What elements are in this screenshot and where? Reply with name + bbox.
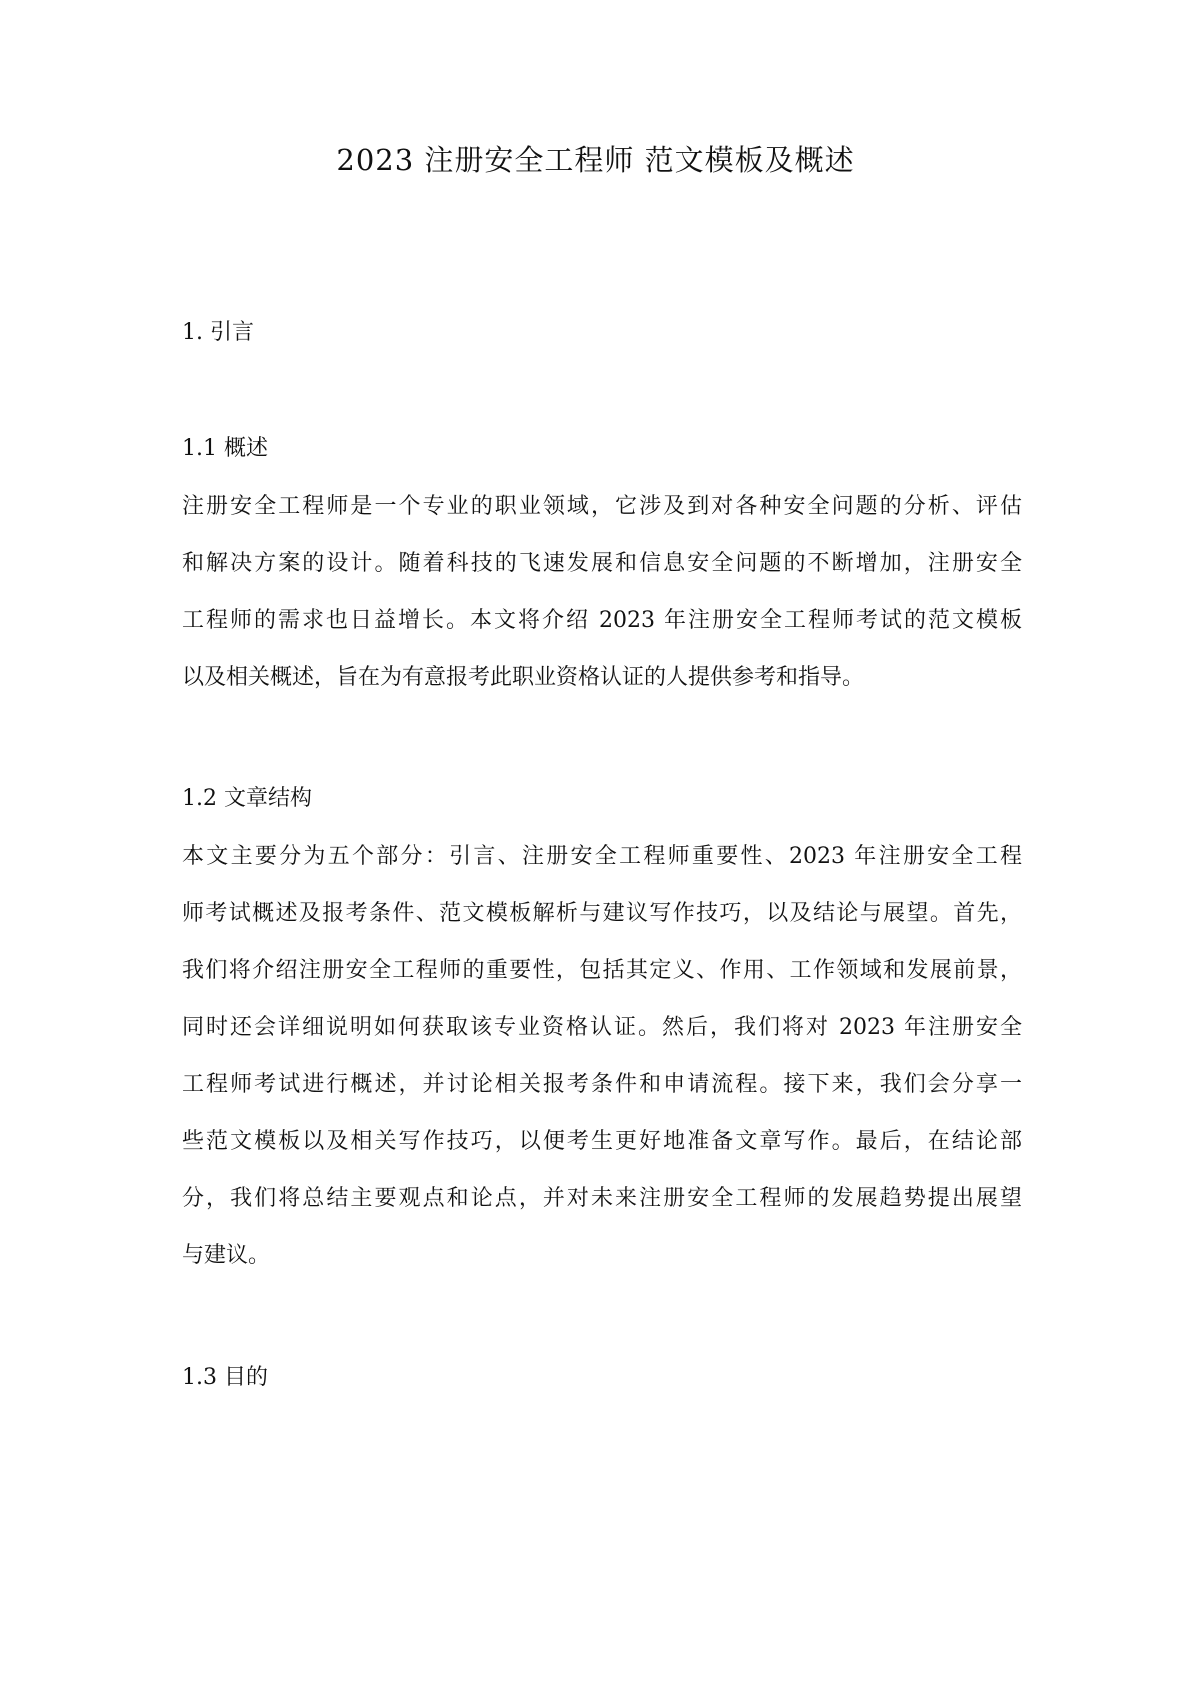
paragraph-line: 师考试概述及报考条件、范文模板解析与建议写作技巧，以及结论与展望。首先， — [182, 901, 1022, 926]
paragraph-line: 注册安全工程师是一个专业的职业领域，它涉及到对各种安全问题的分析、评估 — [182, 494, 1022, 519]
paragraph-line: 和解决方案的设计。随着科技的飞速发展和信息安全问题的不断增加，注册安全 — [182, 551, 1022, 576]
heading-overview: 1.1 概述 — [182, 436, 268, 461]
paragraph-line: 工程师的需求也日益增长。本文将介绍 2023 年注册安全工程师考试的范文模板 — [182, 608, 1022, 633]
paragraph-line: 同时还会详细说明如何获取该专业资格认证。然后，我们将对 2023 年注册安全 — [182, 1015, 1022, 1040]
paragraph-line: 分，我们将总结主要观点和论点，并对未来注册安全工程师的发展趋势提出展望 — [182, 1186, 1022, 1211]
paragraph-line: 工程师考试进行概述，并讨论相关报考条件和申请流程。接下来，我们会分享一 — [182, 1072, 1022, 1097]
heading-structure: 1.2 文章结构 — [182, 786, 312, 811]
paragraph-line: 些范文模板以及相关写作技巧，以便考生更好地准备文章写作。最后，在结论部 — [182, 1129, 1022, 1154]
document-title: 2023 注册安全工程师 范文模板及概述 — [336, 143, 855, 177]
paragraph-line: 与建议。 — [182, 1243, 271, 1268]
heading-introduction: 1. 引言 — [182, 320, 254, 345]
paragraph-line: 我们将介绍注册安全工程师的重要性，包括其定义、作用、工作领域和发展前景， — [182, 958, 1022, 983]
paragraph-line: 本文主要分为五个部分：引言、注册安全工程师重要性、2023 年注册安全工程 — [182, 844, 1022, 869]
paragraph-line: 以及相关概述，旨在为有意报考此职业资格认证的人提供参考和指导。 — [182, 665, 865, 690]
heading-purpose: 1.3 目的 — [182, 1365, 268, 1390]
